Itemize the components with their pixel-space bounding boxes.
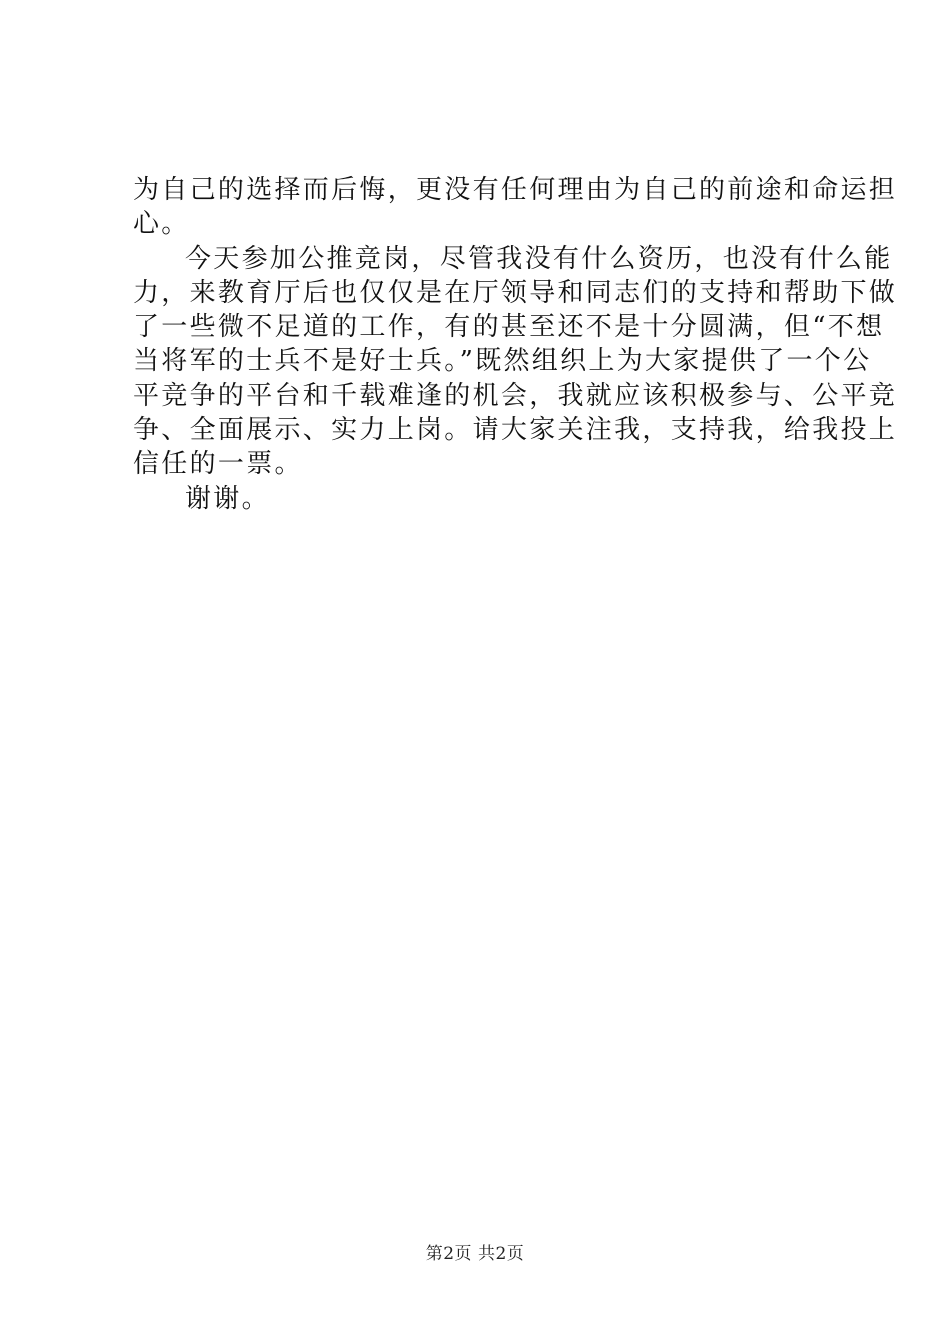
paragraph-start-line: 今天参加公推竞岗，尽管我没有什么资历，也没有什么能 xyxy=(185,243,893,274)
text-line: 争、全面展示、实力上岗。请大家关注我，支持我，给我投上 xyxy=(133,415,898,446)
text-line: 力，来教育厅后也仅仅是在厅领导和同志们的支持和帮助下做 xyxy=(133,277,898,308)
closing-line: 谢谢。 xyxy=(185,483,270,514)
text-line: 心。 xyxy=(133,209,190,240)
page-footer xyxy=(0,1242,950,1266)
page-number: 第2页 共2页 xyxy=(425,1244,525,1264)
speech-text xyxy=(133,173,898,516)
text-line: 信任的一票。 xyxy=(133,449,303,480)
text-line: 了一些微不足道的工作，有的甚至还不是十分圆满，但“不想 xyxy=(133,312,885,343)
text-line: 为自己的选择而后悔，更没有任何理由为自己的前途和命运担 xyxy=(133,175,898,205)
text-line: 当将军的士兵不是好士兵。”既然组织上为大家提供了一个公 xyxy=(133,346,872,377)
text-line: 平竞争的平台和千载难逢的机会，我就应该积极参与、公平竞 xyxy=(133,380,898,411)
